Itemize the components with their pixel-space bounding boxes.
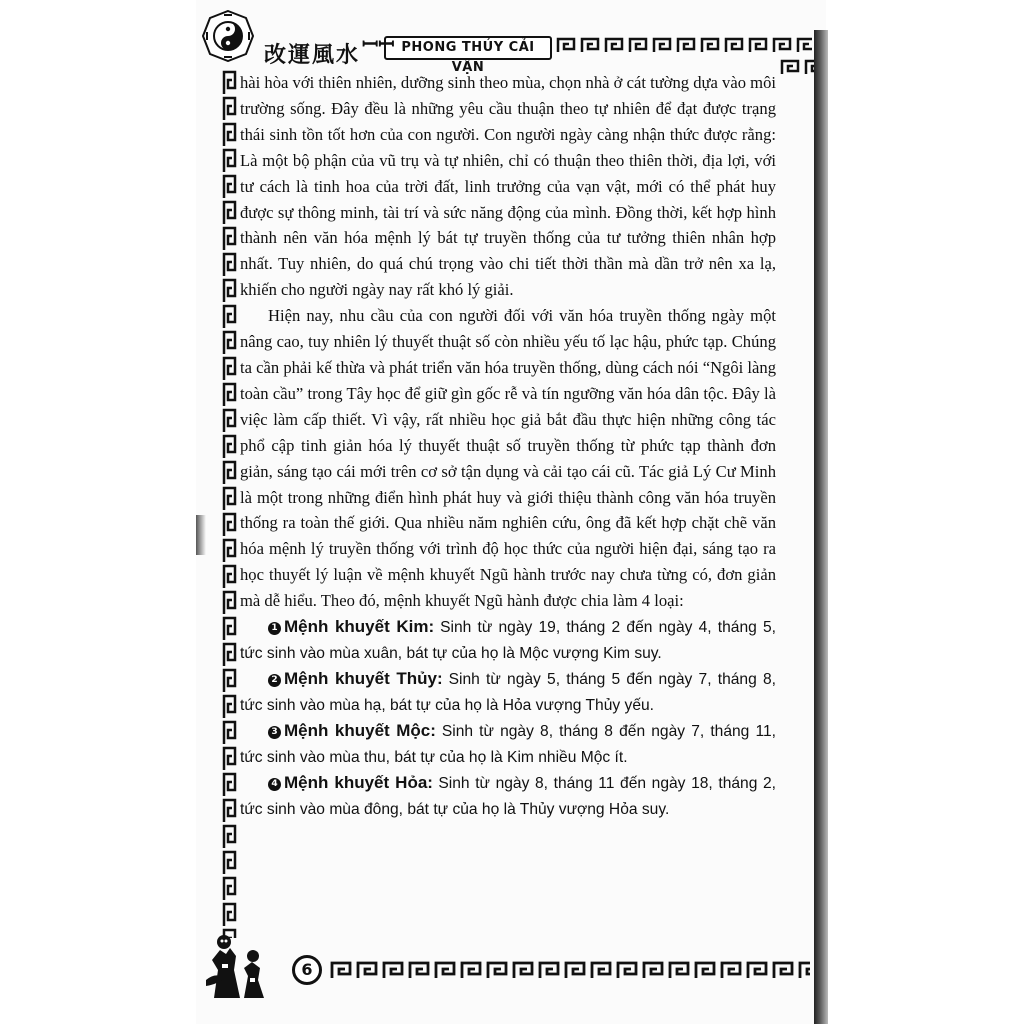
item-description: Sinh từ ngày 8, tháng 8 đến ngày 7, tháng 11, tức sinh vào mùa thu, bát tự của họ là Kim nhiều Mộc ít. (240, 723, 776, 767)
list-item (240, 614, 776, 666)
list-item (240, 666, 776, 718)
number-badge-icon: 2 (268, 674, 281, 687)
yin-yang-bagua-icon (202, 10, 254, 62)
figures-illustration (204, 920, 284, 1000)
item-description: Sinh từ ngày 5, tháng 5 đến ngày 7, tháng 8, tức sinh vào mùa hạ, bát tự của họ là Hỏa vượng Thủy yếu. (240, 671, 776, 715)
item-description: Sinh từ ngày 19, tháng 2 đến ngày 4, tháng 5, tức sinh vào mùa xuân, bát tự của họ là Mộc vượng Kim suy. (240, 619, 777, 663)
list-item (240, 718, 776, 770)
number-badge-icon: 3 (268, 726, 281, 739)
item-term: Mệnh khuyết Hỏa: (284, 773, 433, 793)
series-title: PHONG THỦY CẢI VẬN (384, 36, 552, 60)
greek-key-border-top-right (780, 58, 814, 76)
number-badge-icon: 4 (268, 778, 281, 791)
paragraph-1: hài hòa với thiên nhiên, dưỡng sinh theo mùa, chọn nhà ở cát tường dựa vào môi trường sống. Đây đều là những yêu cầu thuận theo tự nhiên để đạt được trạng thái sinh tồn tốt hơn của con người. Con người ngày càng nhận thức được rằng: Là một bộ phận của vũ trụ và tự nhiên, chỉ có thuận theo thiên thời, địa lợi, với tư cách là tinh hoa của trời đất, linh trưởng của vạn vật, mới có thể phát huy được sự thông minh, tài trí và sức năng động của mình. Đồng thời, kết hợp hình thành nên văn hóa mệnh lý bát tự truyền thống của tư tưởng thiên nhân hợp nhất. Tuy nhiên, do quá chú trọng vào chi tiết thời thần mà dần trở nên xa lạ, khiến cho người ngày nay rất khó lý giải. (240, 73, 776, 300)
item-term: Mệnh khuyết Kim: (284, 617, 435, 637)
greek-key-border-top-pattern (556, 36, 812, 54)
book-spine (814, 30, 828, 1024)
greek-key-border-top: ꟷꟷ (362, 32, 395, 56)
item-description: Sinh từ ngày 8, tháng 11 đến ngày 18, tháng 2, tức sinh vào mùa đông, bát tự của họ là Thủy vượng Hỏa suy. (240, 775, 777, 819)
chinese-title: 改運風水 (264, 43, 361, 68)
page-edge-shadow (196, 515, 206, 555)
greek-key-border-bottom (330, 960, 810, 980)
page-body (240, 70, 776, 822)
item-term: Mệnh khuyết Mộc: (284, 721, 436, 741)
item-term: Mệnh khuyết Thủy: (284, 669, 443, 689)
list-item (240, 770, 776, 822)
paragraph-2: Hiện nay, nhu cầu của con người đối với văn hóa truyền thống ngày một nâng cao, tuy nhiên lý thuyết thuật số còn nhiều yếu tố lạc hậu, phức tạp. Chúng ta cần phải kế thừa và phát triển văn hóa truyền thống, dùng cách nói “Ngôi làng toàn cầu” trong Tây học để giữ gìn gốc rễ và tín ngưỡng văn hóa dân tộc. Đây là việc làm cấp thiết. Vì vậy, rất nhiều học giả bắt đầu thực hiện những công tác phổ cập tinh giản hóa lý thuyết thuật số truyền thống từ phức tạp thành đơn giản, sáng tạo cái mới trên cơ sở tận dụng và cải tạo cái cũ. Tác giả Lý Cư Minh là một trong những điển hình phát huy và giới thiệu thành công văn hóa truyền thống ra toàn thế giới. Qua nhiều năm nghiên cứu, ông đã kết hợp chặt chẽ văn hóa mệnh lý truyền thống với trình độ học thức của người hiện đại, sáng tạo ra học thuyết lý luận về mệnh khuyết Ngũ hành trước nay chưa từng có, đơn giản mà dễ hiểu. Theo đó, mệnh khuyết Ngũ hành được chia làm 4 loại: (240, 306, 776, 611)
number-badge-icon: 1 (268, 622, 281, 635)
greek-key-border-left (222, 70, 238, 938)
page-number: 6 (292, 955, 322, 985)
